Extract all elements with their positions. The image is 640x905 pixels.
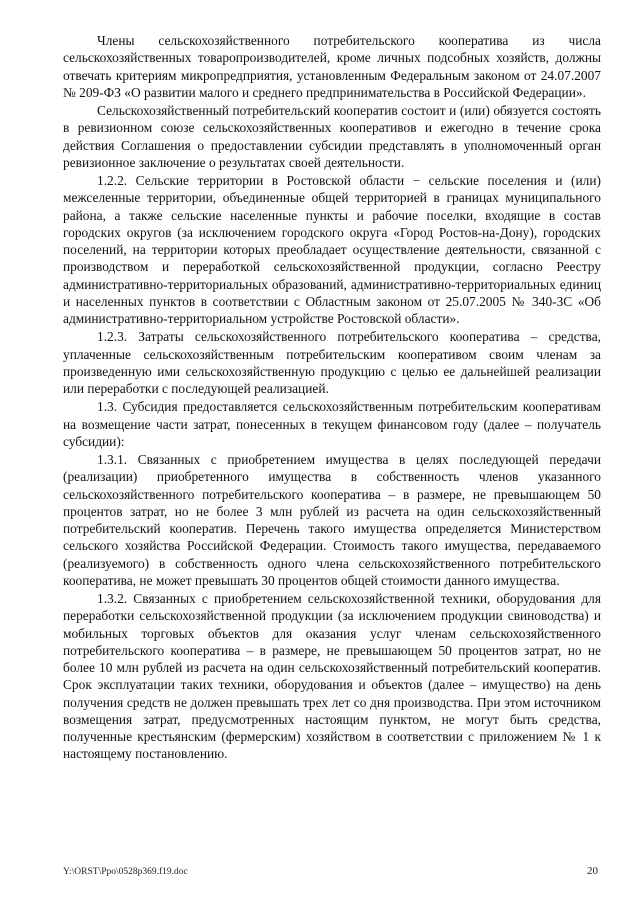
paragraph-1-3-1: 1.3.1. Связанных с приобретением имущества в целях последующей передачи (реализации) приобретенного имущества в собственность членов указанного сельскохозяйственного потребительского кооператива – в размере, не превышающем 50 процентов затрат, но не более 3 млн рублей из расчета на один сельскохозяйственный потребительский кооператив. Перечень такого имущества определяется Министерством сельского хозяйства Российской Федерации. Стоимость такого имущества, передаваемого (реализуемого) в собственность одного члена сельскохозяйственного потребительского кооператива, не может превышать 30 процентов общей стоимости данного имущества. (63, 452, 601, 588)
paragraph-cooperative-members: Члены сельскохозяйственного потребительского кооператива из числа сельскохозяйственных товаропроизводителей, кроме личных подсобных хозяйств, должны отвечать критериям микропредприятия, установленным Федеральным законом от 24.07.2007 № 209-ФЗ «О развитии малого и среднего предпринимательства в Российской Федерации». (63, 33, 601, 100)
footer-file-path: Y:\ORST\Ppo\0528p369.f19.doc (63, 867, 188, 877)
page-number: 20 (587, 865, 598, 877)
paragraph-1-3: 1.3. Субсидия предоставляется сельскохозяйственным потребительским кооперативам на возмещение части затрат, понесенных в текущем финансовом году (далее – получатель субсидии): (63, 399, 601, 449)
paragraph-1-2-2: 1.2.2. Сельские территории в Ростовской области − сельские поселения и (или) межселенные территории, объединенные общей территорией в границах муниципального района, а также сельские населенные пункты и рабочие поселки, входящие в состав городских округов (за исключением городского округа «Город Ростов-на-Дону), городских поселений, на территории которых преобладает осуществление деятельности, связанной с производством и переработкой сельскохозяйственной продукции, согласно Реестру административно-территориальных образований, административно-территориальных единиц и населенных пунктов в соответствии с Областным законом от 25.07.2005 № 340-ЗС «Об административно-территориальном устройстве Ростовской области». (63, 173, 601, 326)
paragraph-1-3-2: 1.3.2. Связанных с приобретением сельскохозяйственной техники, оборудования для переработки сельскохозяйственной продукции (за исключением продукции свиноводства) и мобильных торговых объектов для оказания услуг членам сельскохозяйственного потребительского кооператива – в размере, не превышающем 50 процентов затрат, но не более 10 млн рублей из расчета на один сельскохозяйственный потребительский кооператив. Срок эксплуатации таких техники, оборудования и объектов (далее – имущество) на день получения средств не должен превышать трех лет со дня производства. При этом источником возмещения затрат, предусмотренных настоящим пунктом, не могут быть средства, полученные крестьянским (фермерским) хозяйством в соответствии с приложением № 1 к настоящему постановлению. (63, 591, 601, 762)
document-body (63, 32, 601, 763)
paragraph-audit-union: Сельскохозяйственный потребительский кооператив состоит и (или) обязуется состоять в ревизионном союзе сельскохозяйственных кооперативов и ежегодно в течение срока действия Соглашения о предоставлении субсидии представлять в уполномоченный орган ревизионное заключение о результатах своей деятельности. (63, 103, 601, 170)
paragraph-1-2-3: 1.2.3. Затраты сельскохозяйственного потребительского кооператива – средства, уплаченные сельскохозяйственным потребительским кооперативом своим членам за произведенную ими сельскохозяйственную продукцию с целью ее дальнейшей реализации или переработки с последующей реализацией. (63, 329, 601, 396)
